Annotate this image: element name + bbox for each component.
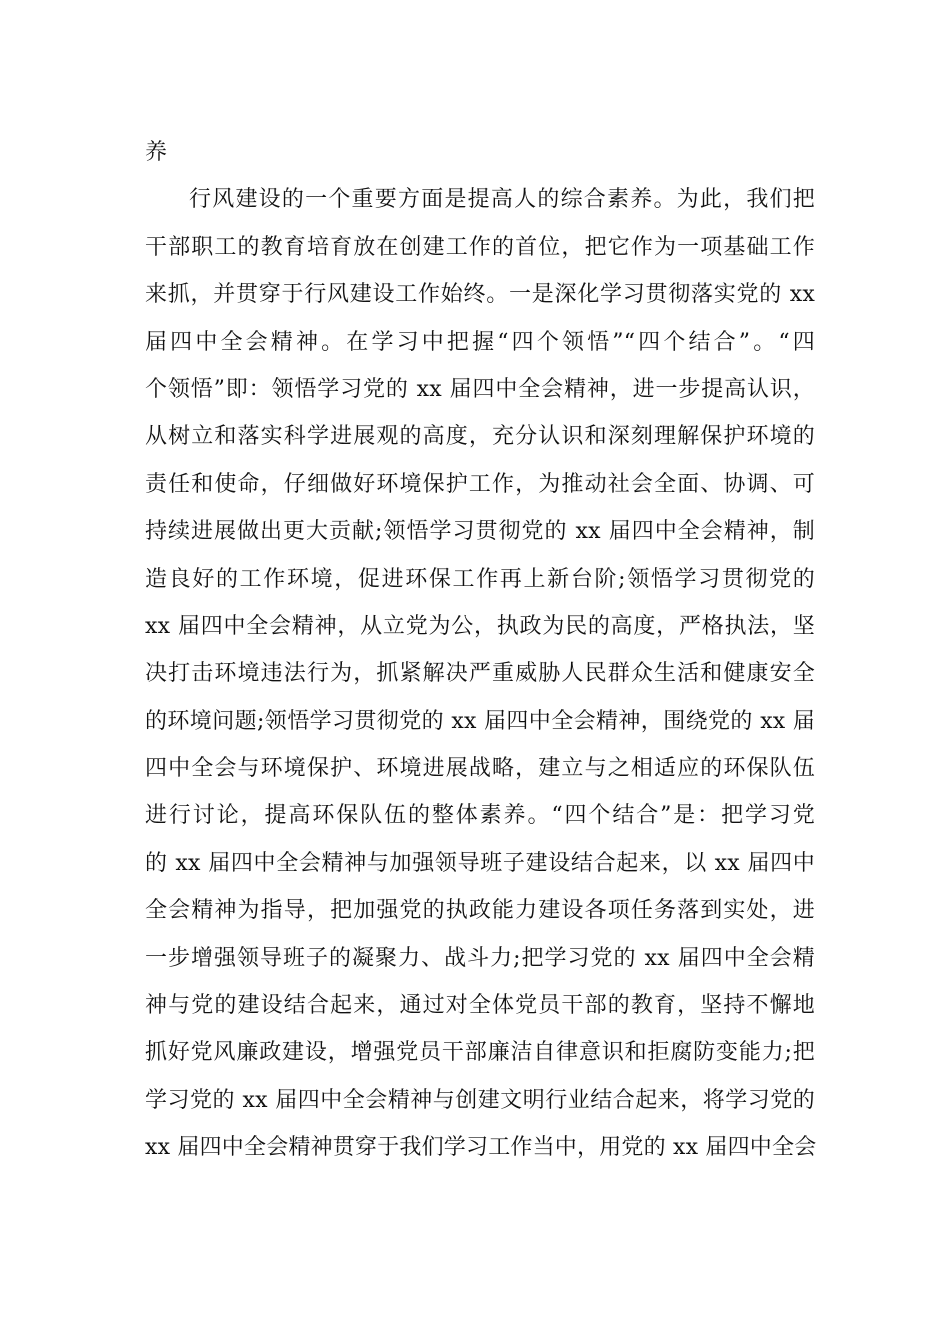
text-line: 持续进展做出更大贡献;领悟学习贯彻党的 xx 届四中全会精神，制 (145, 519, 815, 545)
text-line: 进行讨论，提高环保队伍的整体素养。“四个结合”是：把学习党 (145, 803, 815, 829)
text-line: 决打击环境违法行为，抓紧解决严重威胁人民群众生活和健康安全 (145, 661, 815, 687)
text-line: 责任和使命，仔细做好环境保护工作，为推动社会全面、协调、可 (145, 471, 815, 497)
text-line: 全会精神为指导，把加强党的执政能力建设各项任务落到实处，进 (145, 898, 815, 924)
text-line: 干部职工的教育培育放在创建工作的首位，把它作为一项基础工作 (145, 234, 815, 260)
text-line: 的 xx 届四中全会精神与加强领导班子建设结合起来，以 xx 届四中 (145, 850, 815, 876)
text-line: 抓好党风廉政建设，增强党员干部廉洁自律意识和拒腐防变能力;把 (145, 1040, 815, 1066)
text-line: 届四中全会精神。在学习中把握“四个领悟”“四个结合”。“四 (145, 329, 815, 355)
text-line: 学习党的 xx 届四中全会精神与创建文明行业结合起来，将学习党的 (145, 1087, 815, 1113)
text-line: 养 (145, 140, 168, 165)
text-line: 造良好的工作环境，促进环保工作再上新台阶;领悟学习贯彻党的 (145, 566, 815, 592)
text-line: 的环境问题;领悟学习贯彻党的 xx 届四中全会精神，围绕党的 xx 届 (145, 708, 815, 734)
text-line: 神与党的建设结合起来，通过对全体党员干部的教育，坚持不懈地 (145, 993, 815, 1019)
text-line: 个领悟”即：领悟学习党的 xx 届四中全会精神，进一步提高认识， (145, 376, 815, 402)
body-text (145, 129, 815, 1172)
text-line: xx 届四中全会精神，从立党为公，执政为民的高度，严格执法，坚 (145, 613, 815, 639)
text-line: 行风建设的一个重要方面是提高人的综合素养。为此，我们把 (189, 187, 815, 213)
text-line: 四中全会与环境保护、环境进展战略，建立与之相适应的环保队伍 (145, 756, 815, 782)
text-line: xx 届四中全会精神贯穿于我们学习工作当中，用党的 xx 届四中全会 (145, 1135, 817, 1161)
text-line: 来抓，并贯穿于行风建设工作始终。一是深化学习贯彻落实党的 xx (145, 282, 815, 308)
text-line: 一步增强领导班子的凝聚力、战斗力;把学习党的 xx 届四中全会精 (145, 945, 815, 971)
text-line: 从树立和落实科学进展观的高度，充分认识和深刻理解保护环境的 (145, 424, 815, 450)
